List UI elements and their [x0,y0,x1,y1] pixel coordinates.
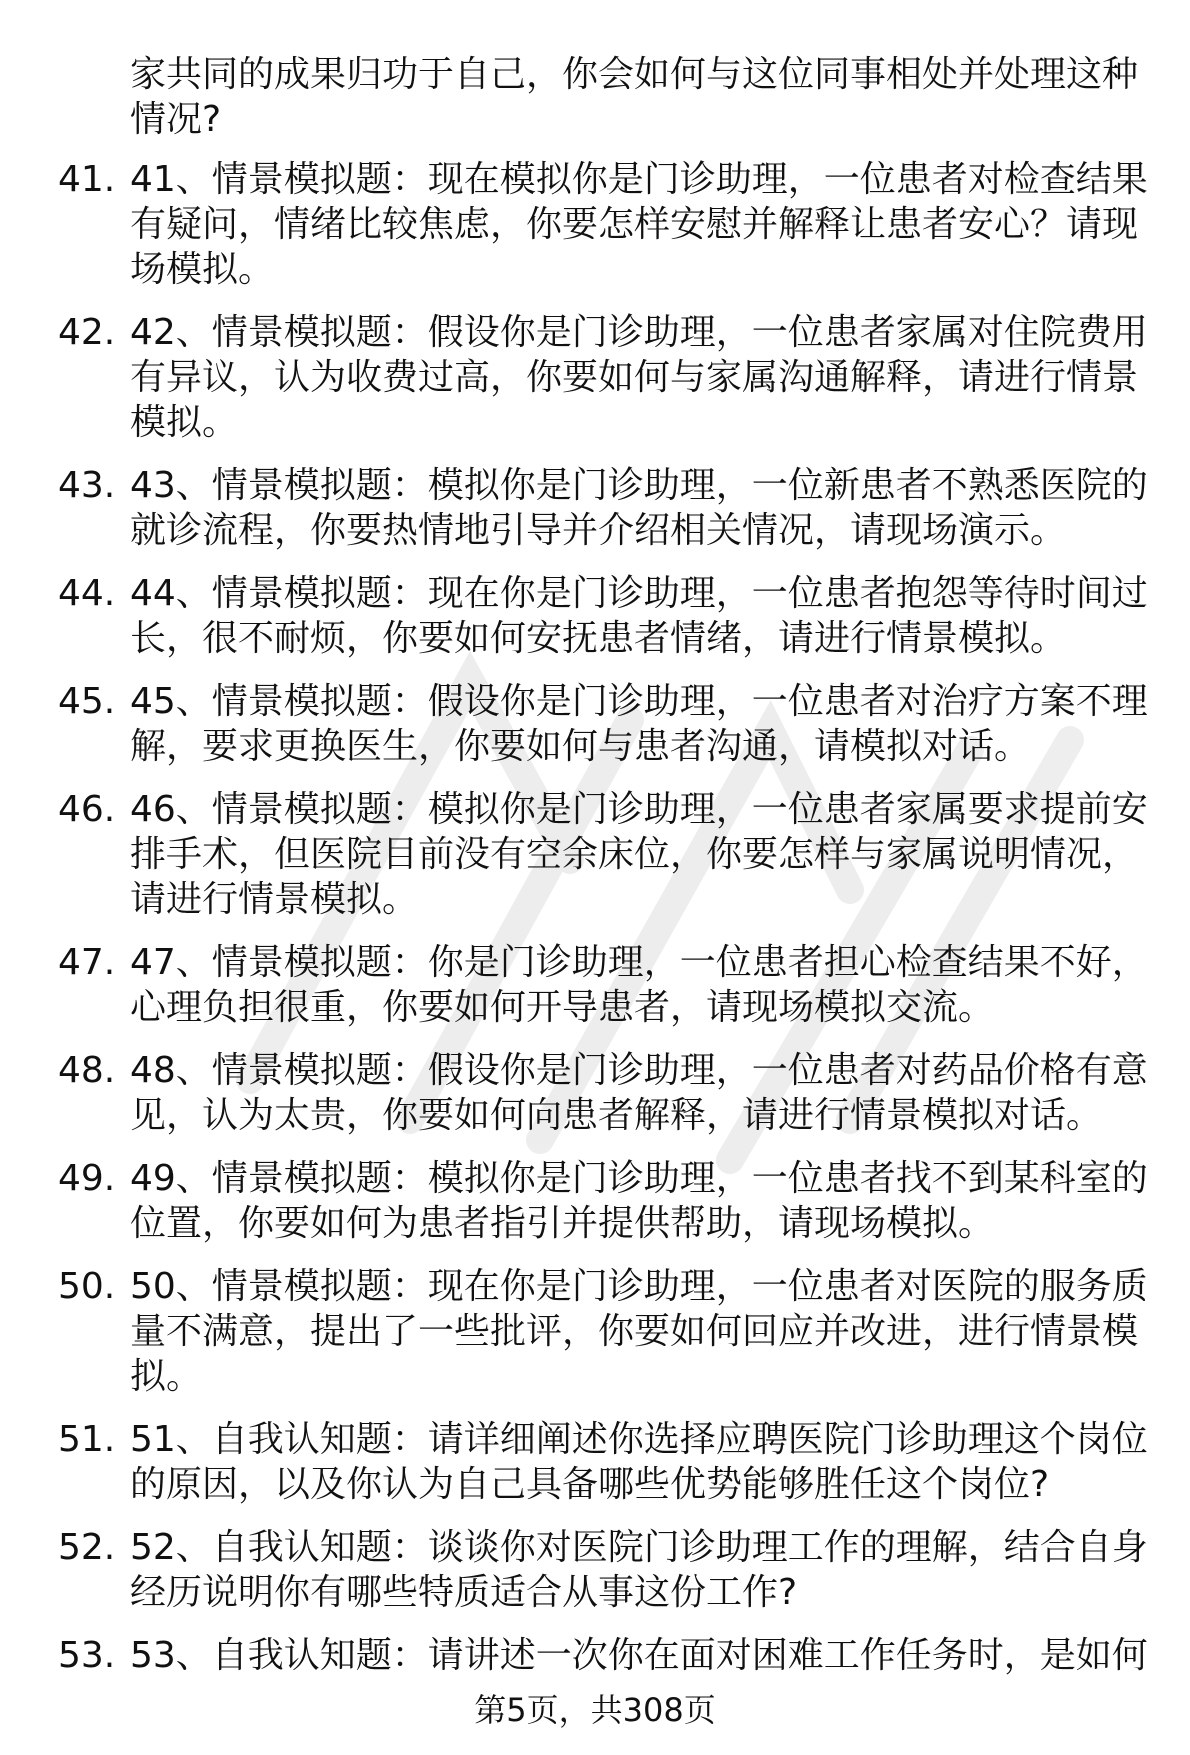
item-text: 49、情景模拟题：模拟你是门诊助理，一位患者找不到某科室的位置，你要如何为患者指引并提供帮助，请现场模拟。 [130,1158,1148,1244]
item-number: 49. [58,1158,116,1199]
item-number: 51. [58,1419,116,1460]
item-text: 43、情景模拟题：模拟你是门诊助理，一位新患者不熟悉医院的就诊流程，你要热情地引导并介绍相关情况，请现场演示。 [130,465,1148,551]
list-item [0,1525,1160,1615]
item-text: 42、情景模拟题：假设你是门诊助理，一位患者家属对住院费用有异议，认为收费过高，你要如何与家属沟通解释，请进行情景模拟。 [130,312,1148,443]
list-item [0,1048,1160,1138]
item-text: 47、情景模拟题：你是门诊助理，一位患者担心检查结果不好，心理负担很重，你要如何开导患者，请现场模拟交流。 [130,942,1148,1028]
item-number: 50. [58,1266,116,1307]
list-item [0,463,1160,553]
item-number: 47. [58,942,116,983]
item-number: 46. [58,789,116,830]
item-text: 44、情景模拟题：现在你是门诊助理，一位患者抱怨等待时间过长，很不耐烦，你要如何安抚患者情绪，请进行情景模拟。 [130,573,1148,659]
list-item [0,310,1160,445]
item-text: 48、情景模拟题：假设你是门诊助理，一位患者对药品价格有意见，认为太贵，你要如何向患者解释，请进行情景模拟对话。 [130,1050,1148,1136]
list-item [0,1633,1160,1678]
item-text: 46、情景模拟题：模拟你是门诊助理，一位患者家属要求提前安排手术，但医院目前没有空余床位，你要怎样与家属说明情况，请进行情景模拟。 [130,789,1148,920]
list-item [0,1417,1160,1507]
page-footer: 第5页，共308页 [474,1691,716,1729]
list-item [0,940,1160,1030]
item-number: 48. [58,1050,116,1091]
item-number: 53. [58,1635,116,1676]
list-item [0,679,1160,769]
list-item [0,571,1160,661]
item-number: 42. [58,312,116,353]
item-number: 44. [58,573,116,614]
item-text: 51、自我认知题：请详细阐述你选择应聘医院门诊助理这个岗位的原因，以及你认为自己具备哪些优势能够胜任这个岗位? [130,1419,1148,1505]
item-number: 52. [58,1527,116,1568]
question-list [0,157,1190,1696]
item-text: 50、情景模拟题：现在你是门诊助理，一位患者对医院的服务质量不满意，提出了一些批评，你要如何回应并改进，进行情景模拟。 [130,1266,1148,1397]
list-item [0,1264,1160,1399]
item-text: 45、情景模拟题：假设你是门诊助理，一位患者对治疗方案不理解，要求更换医生，你要如何与患者沟通，请模拟对话。 [130,681,1148,767]
item-number: 45. [58,681,116,722]
item-number: 41. [58,159,116,200]
item-text: 52、自我认知题：谈谈你对医院门诊助理工作的理解，结合自身经历说明你有哪些特质适合从事这份工作? [130,1527,1148,1613]
item-text: 41、情景模拟题：现在模拟你是门诊助理，一位患者对检查结果有疑问，情绪比较焦虑，你要怎样安慰并解释让患者安心？请现场模拟。 [130,159,1148,290]
item-number: 43. [58,465,116,506]
list-item [0,787,1160,922]
continuation-text: 家共同的成果归功于自己，你会如何与这位同事相处并处理这种情况? [130,54,1139,140]
list-item [0,1156,1160,1246]
list-item [0,157,1160,292]
item-text: 53、自我认知题：请讲述一次你在面对困难工作任务时，是如何 [130,1635,1148,1676]
